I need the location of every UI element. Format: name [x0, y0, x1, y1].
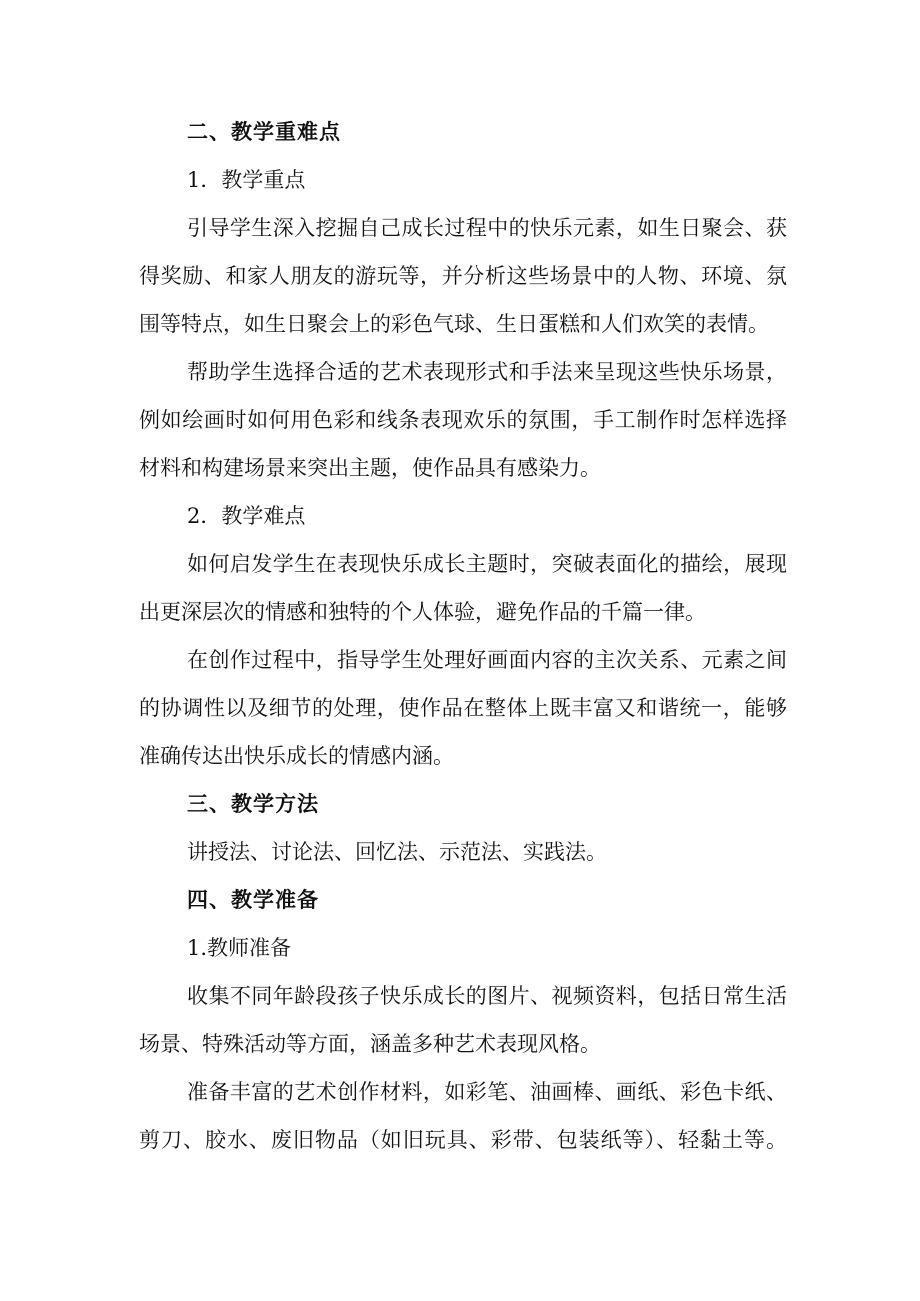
paragraph-line: 如何启发学生在表现快乐成长主题时，突破表面化的描绘，展现	[187, 552, 787, 576]
section-heading-teaching-preparation: 四、教学准备	[187, 887, 319, 912]
paragraph-line: 场景、特殊活动等方面，涵盖多种艺术表现风格。	[139, 1032, 601, 1056]
paragraph-line: 引导学生深入挖掘自己成长过程中的快乐元素，如生日聚会、获	[187, 216, 787, 240]
paragraph-line: 的协调性以及细节的处理，使作品在整体上既丰富又和谐统一，能够	[139, 696, 787, 720]
subheading-teaching-difficulty: 2．教学难点	[187, 504, 306, 528]
section-heading-teaching-methods: 三、教学方法	[187, 791, 319, 816]
paragraph-line: 在创作过程中，指导学生处理好画面内容的主次关系、元素之间	[187, 648, 787, 672]
paragraph-line: 准备丰富的艺术创作材料，如彩笔、油画棒、画纸、彩色卡纸、	[187, 1080, 787, 1104]
paragraph-line: 得奖励、和家人朋友的游玩等，并分析这些场景中的人物、环境、氛	[139, 264, 787, 288]
paragraph-line: 帮助学生选择合适的艺术表现形式和手法来呈现这些快乐场景，	[187, 360, 787, 384]
paragraph-line: 剪刀、胶水、废旧物品（如旧玩具、彩带、包装纸等）、轻黏土等。	[139, 1128, 787, 1152]
paragraph-line: 材料和构建场景来突出主题，使作品具有感染力。	[139, 456, 601, 480]
paragraph-line: 围等特点，如生日聚会上的彩色气球、生日蛋糕和人们欢笑的表情。	[139, 312, 769, 336]
subheading-teaching-focus: 1．教学重点	[187, 168, 306, 192]
section-heading-key-difficult-points: 二、教学重难点	[187, 119, 341, 144]
paragraph-line: 准确传达出快乐成长的情感内涵。	[139, 744, 454, 768]
document-body	[139, 108, 789, 1164]
paragraph-line: 出更深层次的情感和独特的个人体验，避免作品的千篇一律。	[139, 600, 706, 624]
paragraph-line: 例如绘画时如何用色彩和线条表现欢乐的氛围，手工制作时怎样选择	[139, 408, 787, 432]
subheading-teacher-preparation: 1.教师准备	[187, 936, 292, 960]
paragraph-line: 收集不同年龄段孩子快乐成长的图片、视频资料，包括日常生活	[187, 984, 787, 1008]
methods-text: 讲授法、讨论法、回忆法、示范法、实践法。	[187, 840, 607, 864]
